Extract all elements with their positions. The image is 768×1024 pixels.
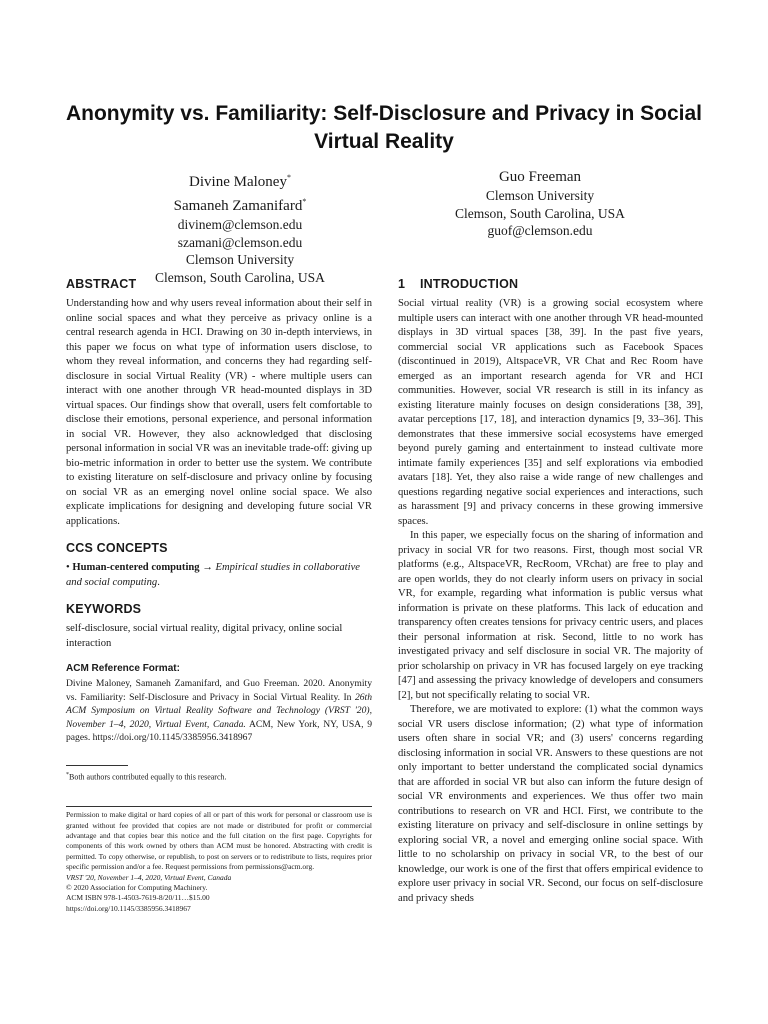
author-email-1: divinem@clemson.edu: [177, 217, 303, 232]
intro-paragraph-1: Social virtual reality (VR) is a growing social ecosystem where multiple users can interact with one another through VR head-mounted displays in 3D virtual spaces [38, 39]. In the past five years, commercial social VR applications such as Facebook Spaces (discontinued in 2019), AltspaceVR, VR Chat and Rec Room have emerged as an important research agenda for VR and HCI communities. However, social VR research is still in its infancy as existing literature mainly focuses on design considerations [38, 39], avatar perceptions [17, 18], and interaction dynamics [9, 33–36]. This demonstrates that these immersive social ecosystems have emerged beyond purely gaming and entertainment to instead cultivate more intimate family experiences [35] and self explorations via embodied avatars [18]. Yet, they also raise a wide range of new challenges and questions regarding negative social experiences and interactions, such as harassment [9] and privacy concerns in these growing immersive spaces.: [398, 298, 703, 527]
acm-reference-part1: Divine Maloney, Samaneh Zamanifard, and Guo Freeman. 2020. Anonymity vs. Familiarity: Self-Disclosure and Privacy in Social Virtual Reality. In: [66, 678, 372, 703]
doi-line: https://doi.org/10.1145/3385956.3418967: [66, 903, 191, 913]
footnote-mark: *: [66, 771, 69, 778]
footnote-rule: [66, 765, 128, 766]
isbn-line: ACM ISBN 978-1-4503-7619-8/20/11…$15.00: [66, 893, 210, 903]
author-affiliation: Clemson University: [485, 188, 595, 203]
acm-reference-part2: ACM, New York, NY, USA, 9 pages. https://doi.org/10.1145/3385956.3418967: [66, 718, 372, 743]
intro-paragraph-2: In this paper, we especially focus on the sharing of information and privacy in social VR for two reasons. First, though most social VR platforms (e.g., AltspaceVR, RecRoom, VRchat) are free to play and are open worlds, they do not clearly inform users on privacy in social VR, for example, regarding what information is public versus what information is private on these platforms. This lack of education and transparency often creates tensions for privacy centric users, and places their personal information at risk. Second, little to no work has investigated privacy and self disclosure in social VR. The majority of prior scholarship on privacy in VR has focused largely on eye tracking [47] and assessing the privacy knowledge of developers and consumers [2], but not specifically relating to social VR.: [398, 530, 703, 701]
author-affiliation: Clemson University: [185, 252, 295, 267]
author-block-right: [390, 168, 690, 240]
abstract-heading: ABSTRACT: [66, 277, 137, 291]
abstract-text: Understanding how and why users reveal information about their self in online social spaces and what they perceive as privacy online is a central research agenda in HCI. Drawing on 30 in-depth interviews, in this paper we focus on what type of information users disclose, to whom they reveal information, and concerns they had regarding self-disclosure in social Virtual Reality (VR) - where multiple users can interact with one another through VR head-mounted displays in 3D virtual spaces. Our findings show that overall, users felt comfortable to disclose their emotions, personal experience, and personal information in social VR. However, they also acknowledged that disclosing personal information in social VR was an inevitable trade-off: giving up bio-metric information in order to better use the system. We contribute to existing literature on self-disclosure and privacy online by focusing on social VR as an emerging novel online social space. We also explicate implications for designing and developing future social VR applications.: [66, 298, 372, 527]
intro-paragraph-3: Therefore, we are motivated to explore: (1) what the common ways social VR users disclose information; (2) what type of information users often share in social VR; and (3) users' concerns regarding disclosing information in social VR. Answers to these questions are not only important to better understand the complicated social dynamics that are afforded in social VR but also can inform the future design of social VR environments and experiences. We thus offer two main contributions to research on VR and HCI. First, we contribute to the existing literature on privacy and self-disclosure in online settings by exploring social VR, a novel and emerging online social space. With little to no scholarship on privacy in social VR, to the best of our knowledge, our work is one of the first that offers empirical evidence to explore user privacy in social VR. Second, our focus on self-disclosure and privacy sheds: [398, 704, 703, 904]
ccs-subconcept: Empirical studies in collaborative and social computing: [66, 562, 360, 588]
section-title: INTRODUCTION: [420, 277, 519, 291]
author-name-2-text: Samaneh Zamanifard: [173, 198, 303, 214]
keywords-text: self-disclosure, social virtual reality, digital privacy, online social interaction: [66, 623, 343, 649]
acm-reference-text: [66, 677, 372, 745]
author-location: Clemson, South Carolina, USA: [455, 205, 625, 221]
right-column: [398, 277, 703, 906]
author-block-left: [90, 168, 390, 286]
acm-reference-venue: 26th ACM Symposium on Virtual Reality Software and Technology (VRST '20), November 1–4, 2020, Virtual Event, Canada.: [66, 691, 372, 730]
author-name-3: Guo Freeman: [498, 169, 582, 185]
introduction-heading: [398, 277, 703, 291]
copyright-line: © 2020 Association for Computing Machinery.: [66, 883, 208, 892]
paper-title: Anonymity vs. Familiarity: Self-Disclosure and Privacy in Social Virtual Reality: [65, 102, 703, 153]
permission-text: Permission to make digital or hard copies of all or part of this work for personal or classroom use is granted without fee provided that copies are not made or distributed for profit or commercial advantage and that copies bear this notice and the full citation on the first page. Copyrights for components of this work owned by others than ACM must be honored. Abstracting with credit is permitted. To copy otherwise, or republish, to post on servers or to redistribute to lists, requires prior specific permission and/or a fee. Request permissions from permissions@acm.org.: [66, 810, 372, 872]
author-name-2: [90, 192, 390, 216]
author-location: Clemson, South Carolina, USA: [155, 269, 325, 285]
author-email-3: guof@clemson.edu: [487, 223, 593, 238]
left-column: [66, 277, 372, 914]
equal-contribution-mark: *: [302, 197, 307, 206]
permission-rule: [66, 806, 372, 807]
author-name-1-text: Divine Maloney: [189, 174, 287, 190]
ccs-bullet: •: [66, 562, 70, 573]
footnote: [66, 770, 372, 783]
equal-contribution-mark: *: [286, 173, 291, 182]
footnote-text: Both authors contributed equally to this research.: [69, 772, 227, 782]
ccs-heading: CCS CONCEPTS: [66, 541, 168, 555]
permission-venue: [66, 873, 372, 883]
acm-reference-heading: ACM Reference Format:: [66, 663, 180, 674]
keywords-heading: KEYWORDS: [66, 602, 142, 616]
ccs-concepts-text: [66, 561, 372, 590]
permission-venue-text: VRST '20, November 1–4, 2020, Virtual Event, Canada: [66, 872, 232, 882]
ccs-end: .: [157, 576, 160, 588]
ccs-concept: Human-centered computing: [72, 562, 200, 573]
author-name-1: [90, 168, 390, 192]
section-number: 1: [398, 277, 406, 291]
ccs-arrow: →: [202, 562, 213, 573]
author-email-2: szamani@clemson.edu: [177, 234, 303, 250]
